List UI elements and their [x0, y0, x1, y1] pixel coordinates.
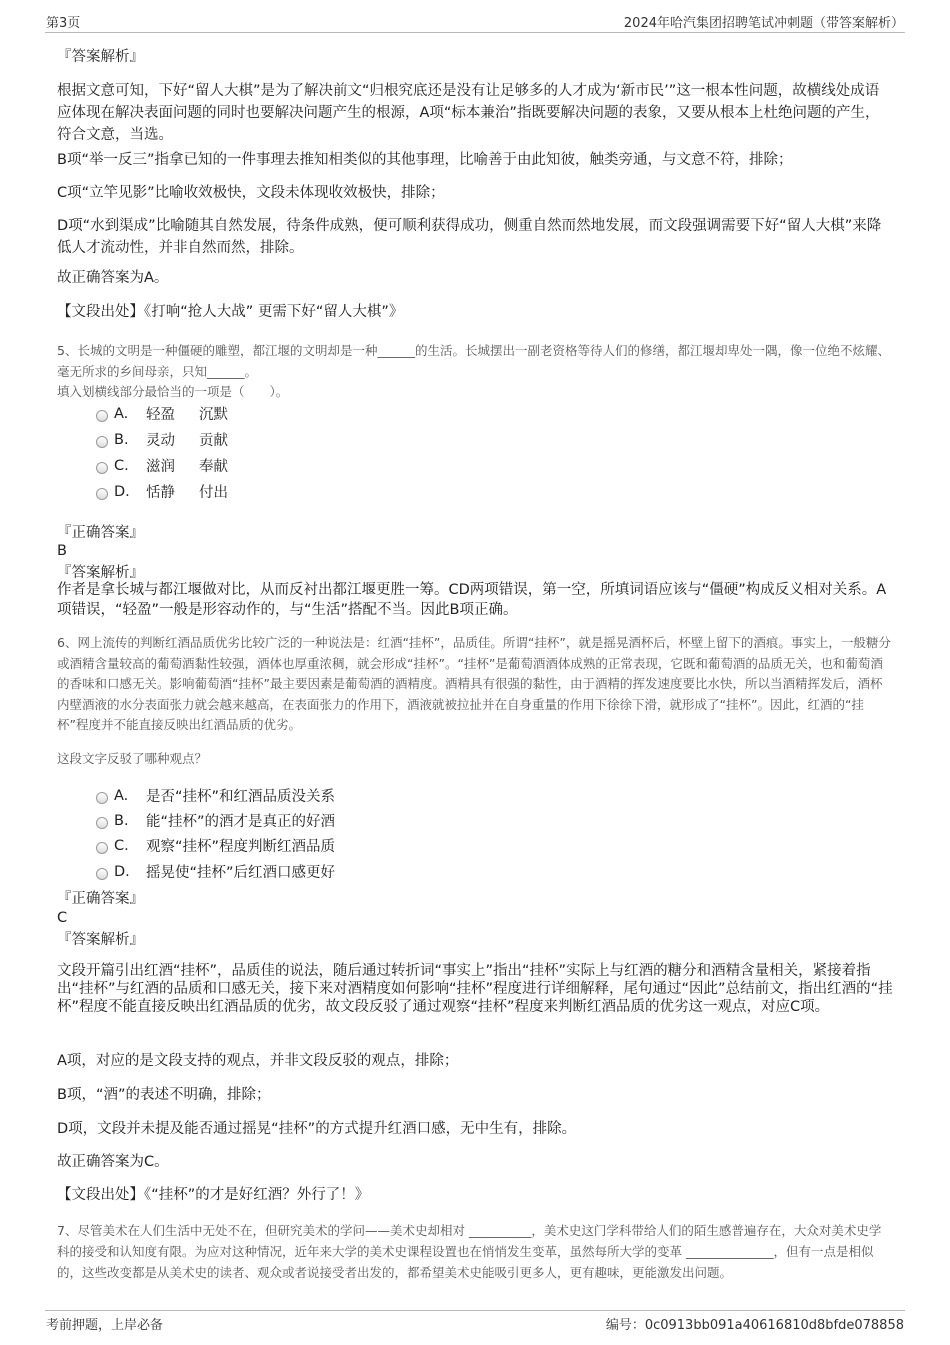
question-5-stem: 5、长城的文明是一种僵硬的雕塑，都江堰的文明却是一种______的生活。长城摆出一副老资格等待人们的修缮，都江堰却卑处一隅，像一位绝不炫耀、毫无所求的乡间母亲，只知______。: [57, 343, 890, 379]
radio-icon[interactable]: [96, 842, 108, 854]
footer-slogan: 考前押题，上岸必备: [46, 1318, 164, 1333]
analysis-paragraph: 文段开篇引出红酒“挂杯”，品质佳的说法，随后通过转折词“事实上”指出“挂杯”实际上与红酒的糖分和酒精含量相关，紧接着指出“挂杯”与红酒的品质和口感无关，接下来对酒精度如何影响“挂杯”程度进行详细解释，尾句通过“因此”总结前文，指出红酒的“挂杯”程度不能直接反映出红酒品质的优劣，故文段反驳了通过观察“挂杯”程度来判断红酒品质的优劣这一观点，对应C项。: [57, 963, 893, 1015]
option-b[interactable]: [96, 810, 335, 831]
option-label: C.: [114, 837, 129, 854]
analysis-conclusion: 故正确答案为A。: [57, 270, 169, 286]
correct-answer: C: [57, 910, 68, 926]
question-6-prompt: 这段文字反驳了哪种观点？: [57, 751, 208, 766]
source-citation: 【文段出处】《打响“抢人大战” 更需下好“留人大棋”》: [57, 304, 404, 320]
analysis-conclusion: 故正确答案为C。: [57, 1154, 169, 1170]
correct-answer-label: 『正确答案』: [57, 525, 144, 541]
radio-icon[interactable]: [96, 436, 108, 448]
analysis-label: 『答案解析』: [57, 932, 144, 948]
option-word: 轻盈: [146, 407, 175, 423]
page-number: 第3页: [46, 16, 81, 31]
option-label: A.: [114, 405, 129, 422]
option-label: C.: [114, 457, 129, 474]
option-d[interactable]: [96, 481, 228, 502]
option-label: B.: [114, 431, 129, 448]
correct-answer-label: 『正确答案』: [57, 891, 144, 907]
option-word: 滋润: [146, 459, 175, 475]
radio-icon[interactable]: [96, 410, 108, 422]
correct-answer: B: [57, 543, 67, 559]
option-c[interactable]: [96, 455, 228, 476]
option-c[interactable]: [96, 835, 335, 856]
radio-icon[interactable]: [96, 868, 108, 880]
analysis-label: 『答案解析』: [57, 49, 144, 65]
option-word: 恬静: [146, 485, 175, 501]
analysis-paragraph: 作者是拿长城与都江堰做对比，从而反衬出都江堰更胜一筹。CD两项错误，第一空，所填词语应该与“僵硬”构成反义相对关系。A项错误，“轻盈”一般是形容动作的，与“生活”搭配不当。因此B项正确。: [57, 582, 887, 618]
option-text: 能“挂杯”的酒才是真正的好酒: [146, 814, 336, 830]
analysis-paragraph: B项“举一反三”指拿已知的一件事理去推知相类似的其他事理，比喻善于由此知彼，触类旁通，与文意不符，排除；: [57, 152, 793, 168]
radio-icon[interactable]: [96, 817, 108, 829]
analysis-paragraph: D项，文段并未提及能否通过摇晃“挂杯”的方式提升红酒口感，无中生有，排除。: [57, 1121, 577, 1137]
analysis-paragraph: D项“水到渠成”比喻随其自然发展，待条件成熟，便可顺利获得成功，侧重自然而然地发展，而文段强调需要下好“留人大棋”来降低人才流动性，并非自然而然，排除。: [57, 218, 882, 256]
option-a[interactable]: [96, 785, 335, 806]
option-a[interactable]: [96, 403, 228, 424]
option-word: 灵动: [146, 433, 175, 449]
option-label: B.: [114, 812, 129, 829]
option-d[interactable]: [96, 861, 335, 882]
option-label: D.: [114, 483, 130, 500]
radio-icon[interactable]: [96, 488, 108, 500]
source-citation: 【文段出处】《“挂杯”的才是好红酒？外行了！》: [57, 1187, 370, 1203]
question-6-stem: 6、网上流传的判断红酒品质优劣比较广泛的一种说法是：红酒“挂杯”，品质佳。所谓“挂杯”，就是摇晃酒杯后，杯壁上留下的酒痕。事实上，一般糖分或酒精含量较高的葡萄酒黏性较强，酒体也厚重浓稠，就会形成“挂杯”。“挂杯”是葡萄酒酒体成熟的正常表现，它既和葡萄酒的品质无关，也和葡萄酒的香味和口感无关。影响葡萄酒“挂杯”最主要因素是葡萄酒的酒精度。酒精具有很强的黏性，由于酒精的挥发速度要比水快，所以当酒精挥发后，酒杯内壁酒液的水分表面张力就会越来越高，在表面张力的作用下，酒液就被拉扯并在自身重量的作用下徐徐下滑，就形成了“挂杯”。因此，红酒的“挂杯”程度并不能直接反映出红酒品质的优劣。: [57, 635, 891, 732]
header-divider: [45, 32, 905, 33]
radio-icon[interactable]: [96, 792, 108, 804]
analysis-paragraph: C项“立竿见影”比喻收效极快，文段未体现收效极快，排除；: [57, 185, 445, 201]
analysis-paragraph: A项，对应的是文段支持的观点，并非文段反驳的观点，排除；: [57, 1053, 459, 1069]
option-word: 沉默: [199, 407, 228, 423]
option-word: 贡献: [199, 433, 228, 449]
document-title: 2024年哈汽集团招聘笔试冲刺题（带答案解析）: [623, 16, 904, 31]
footer-divider: [45, 1310, 905, 1311]
question-5-prompt: 填入划横线部分最恰当的一项是（ ）。: [57, 384, 289, 399]
option-word: 奉献: [199, 459, 228, 475]
option-b[interactable]: [96, 429, 228, 450]
radio-icon[interactable]: [96, 462, 108, 474]
option-text: 摇晃使“挂杯”后红酒口感更好: [146, 865, 336, 881]
option-label: A.: [114, 787, 129, 804]
option-word: 付出: [199, 485, 228, 501]
option-text: 是否“挂杯”和红酒品质没关系: [146, 789, 336, 805]
option-text: 观察“挂杯”程度判断红酒品质: [146, 839, 336, 855]
analysis-label: 『答案解析』: [57, 565, 144, 581]
analysis-paragraph: 根据文意可知，下好“留人大棋”是为了解决前文“归根究底还是没有让足够多的人才成为‘新市民’”这一根本性问题，故横线处成语应体现在解决表面问题的同时也要解决问题产生的根源，A项“标本兼治”指既要解决问题的表象，又要从根本上杜绝问题的产生，符合文意，当选。: [57, 83, 880, 143]
analysis-paragraph: B项，“酒”的表述不明确，排除；: [57, 1087, 271, 1103]
question-7-stem: 7、尽管美术在人们生活中无处不在，但研究美术的学问——美术史却相对 __________，美术史这门学科带给人们的陌生感普遍存在，大众对美术史学科的接受和认知度有限。为应对这种情况，近年来大学的美术史课程设置也在悄悄发生变革，虽然每所大学的变革 ______________，但有一点是相似的，这些改变都是从美术史的读者、观众或者说接受者出发的，都希望美术史能吸引更多人，更有趣味，更能激发出问题。: [57, 1223, 882, 1280]
footer-serial: 编号：0c0913bb091a40616810d8bfde078858: [605, 1318, 904, 1333]
option-label: D.: [114, 863, 130, 880]
